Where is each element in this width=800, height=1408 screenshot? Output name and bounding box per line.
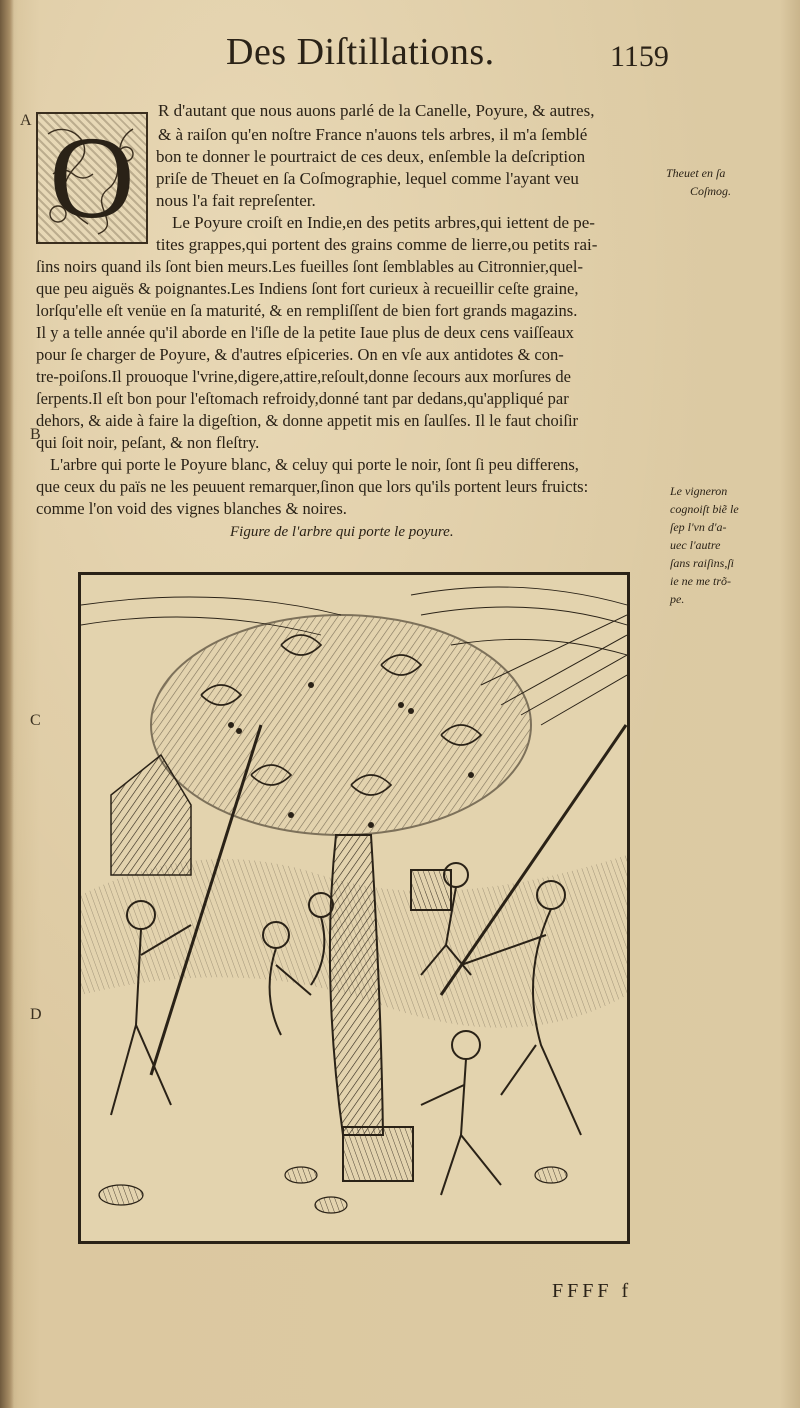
margin-letter-d: D xyxy=(30,1006,42,1023)
pepper-tree-woodcut-icon xyxy=(81,575,627,1241)
text-line: & à raiſon qu'en noſtre France n'auons tels arbres, il m'a ſemblé xyxy=(158,125,588,144)
marginal-note-line: ſans raiſins,ſi xyxy=(670,556,735,570)
marginal-note-line: Theuet en ſa xyxy=(666,166,726,180)
margin-letter-c: C xyxy=(30,712,41,729)
text-line: R d'autant que nous auons parlé de la Canelle, Poyure, & autres, xyxy=(158,101,595,120)
marginal-note-line: uec l'autre xyxy=(670,538,721,552)
text-line: qui ſoit noir, peſant, & non fleſtry. xyxy=(36,433,260,452)
marginal-note-line: Coſmog. xyxy=(690,184,732,198)
marginal-note-line: cognoiſt biẽ le xyxy=(670,502,739,516)
text-line: priſe de Theuet en ſa Coſmographie, lequel comme l'ayant veu xyxy=(156,169,579,188)
running-head: Des Diſtillations. xyxy=(226,31,495,73)
decorated-initial xyxy=(36,112,148,244)
marginal-note-line: ie ne me trõ- xyxy=(670,574,731,588)
marginal-note-line: ſep l'vn d'a- xyxy=(670,520,727,534)
page-number: 1159 xyxy=(610,40,669,73)
margin-letter-a: A xyxy=(20,112,32,129)
margin-letter-b: B xyxy=(30,426,41,443)
text-line: que ceux du païs ne les peuuent remarquer,ſinon que lors qu'ils portent leurs fruicts: xyxy=(36,477,589,496)
marginal-note-line: pe. xyxy=(670,592,685,606)
initial-letter: O xyxy=(49,112,135,243)
woodcut-illustration xyxy=(78,572,630,1244)
text-line: comme l'on void des vignes blanches & noires. xyxy=(36,499,347,518)
marginal-note-line: Le vigneron xyxy=(670,484,728,498)
text-line: ſerpents.Il eſt bon pour l'eſtomach refroidy,donné tant par dedans,qu'appliqué par xyxy=(36,389,569,408)
text-line: L'arbre qui porte le Poyure blanc, & celuy qui porte le noir, ſont ſi peu differens, xyxy=(50,455,579,474)
figure-caption: Figure de l'arbre qui porte le poyure. xyxy=(230,524,454,540)
page-gutter xyxy=(0,0,14,1408)
text-line: tre-poiſons.Il prouoque l'vrine,digere,attire,reſoult,donne ſecours aux morſures de xyxy=(36,367,571,386)
text-line: dehors, & aide à faire la digeſtion, & donne appetit mis en ſaulſes. Il le faut choiſir xyxy=(36,411,579,430)
text-line: tites grappes,qui portent des grains comme de lierre,ou petits rai- xyxy=(156,235,598,254)
text-line: lorſqu'elle eſt venüe en ſa maturité, & en rempliſſent de bien fort grands magazins. xyxy=(36,301,578,320)
text-line: nous l'a fait repreſenter. xyxy=(156,191,316,210)
signature-mark: FFFF f xyxy=(552,1280,633,1302)
text-line: que peu aiguës & poignantes.Les Indiens ſont fort curieux à recueillir ceſte graine, xyxy=(36,279,579,298)
text-line: ſins noirs quand ils ſont bien meurs.Les fueilles ſont ſemblables au Citronnier,quel- xyxy=(36,257,583,276)
text-line: Il y a telle année qu'il aborde en l'iſle de la petite Iaue plus de deux cens vaiſſeaux xyxy=(36,323,574,342)
text-line: bon te donner le pourtraict de ces deux, enſemble la deſcription xyxy=(156,147,586,166)
text-line: pour ſe charger de Poyure, & d'autres eſpiceries. On en vſe aux antidotes & con- xyxy=(36,345,564,364)
text-line: Le Poyure croiſt en Indie,en des petits arbres,qui iettent de pe- xyxy=(172,213,595,232)
